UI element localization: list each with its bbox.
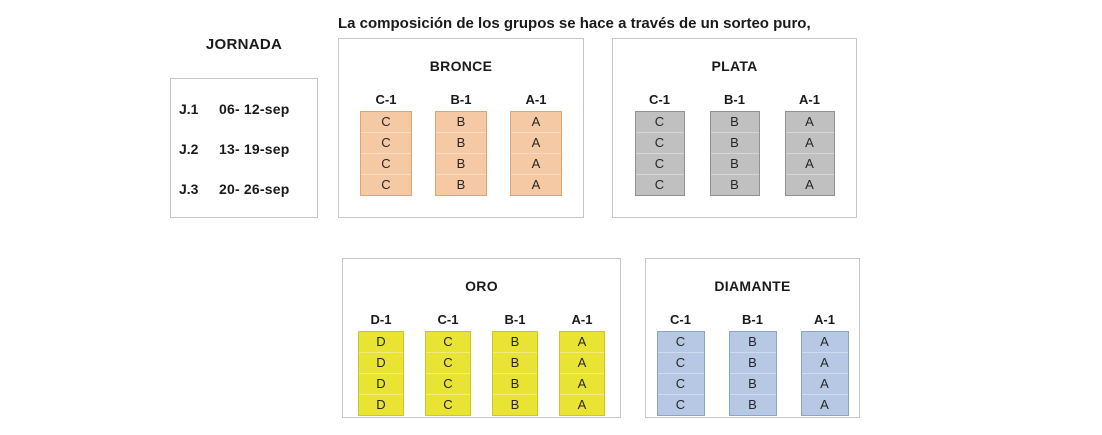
jornada-row: [171, 99, 317, 119]
group-title: BRONCE: [429, 58, 493, 74]
group-column: [510, 92, 562, 196]
group-box: [645, 258, 860, 418]
jornada-row: [171, 139, 317, 159]
team-cell: B: [493, 352, 537, 373]
column-header: A-1: [571, 312, 593, 327]
column-cells: [635, 111, 685, 196]
team-cell: B: [456, 114, 466, 129]
column-cells: [360, 111, 412, 196]
team-cell: D: [376, 334, 386, 349]
team-cell: D: [359, 373, 403, 394]
team-cell: C: [636, 153, 684, 174]
column-cells: [425, 331, 471, 416]
column-header: C-1: [649, 92, 670, 107]
group-columns: [657, 312, 849, 416]
team-cell: B: [436, 174, 486, 195]
team-cell: B: [436, 132, 486, 153]
group-column: [358, 312, 404, 416]
jornada-row-dates: 13- 19-sep: [219, 141, 290, 157]
group-columns: [360, 92, 562, 196]
column-cells: [492, 331, 538, 416]
team-cell: A: [802, 352, 848, 373]
team-cell: B: [711, 153, 759, 174]
team-cell: B: [730, 394, 776, 415]
column-header: B-1: [742, 312, 763, 327]
team-cell: A: [531, 114, 541, 129]
column-header: C-1: [670, 312, 691, 327]
jornada-row-dates: 06- 12-sep: [219, 101, 290, 117]
team-cell: B: [748, 334, 757, 349]
column-cells: [510, 111, 562, 196]
column-header: B-1: [450, 92, 472, 107]
team-cell: A: [511, 174, 561, 195]
team-cell: C: [361, 153, 411, 174]
team-cell: C: [636, 132, 684, 153]
jornada-table: [170, 78, 318, 218]
column-header: C-1: [375, 92, 397, 107]
column-cells: [729, 331, 777, 416]
column-header: A-1: [799, 92, 820, 107]
team-cell: C: [654, 114, 665, 129]
team-cell: A: [802, 373, 848, 394]
jornada-row: [171, 179, 317, 199]
team-cell: A: [802, 394, 848, 415]
team-cell: C: [443, 334, 453, 349]
column-header: A-1: [525, 92, 547, 107]
column-header: B-1: [504, 312, 526, 327]
team-cell: A: [511, 132, 561, 153]
group-column: [729, 312, 777, 416]
team-cell: C: [381, 114, 391, 129]
group-column: [360, 92, 412, 196]
team-cell: B: [711, 132, 759, 153]
group-column: [492, 312, 538, 416]
group-column: [710, 92, 760, 196]
team-cell: D: [359, 352, 403, 373]
jornada-row-label: J.1: [179, 101, 199, 117]
column-cells: [710, 111, 760, 196]
group-column: [801, 312, 849, 416]
team-cell: B: [436, 153, 486, 174]
team-cell: B: [730, 114, 739, 129]
team-cell: B: [730, 352, 776, 373]
team-cell: C: [658, 352, 704, 373]
team-cell: C: [361, 174, 411, 195]
team-cell: A: [820, 334, 829, 349]
group-box: [612, 38, 857, 218]
group-column: [657, 312, 705, 416]
column-header: A-1: [814, 312, 835, 327]
team-cell: A: [511, 153, 561, 174]
column-header: D-1: [370, 312, 392, 327]
team-cell: A: [786, 174, 834, 195]
column-header: C-1: [437, 312, 459, 327]
group-column: [785, 92, 835, 196]
team-cell: B: [493, 373, 537, 394]
team-cell: C: [426, 352, 470, 373]
group-columns: [358, 312, 605, 416]
team-cell: C: [426, 373, 470, 394]
team-cell: D: [359, 394, 403, 415]
jornada-row-label: J.3: [179, 181, 199, 197]
group-column: [559, 312, 605, 416]
group-title: ORO: [465, 278, 498, 294]
column-cells: [435, 111, 487, 196]
column-header: B-1: [724, 92, 745, 107]
team-cell: A: [560, 394, 604, 415]
column-cells: [358, 331, 404, 416]
team-cell: B: [711, 174, 759, 195]
team-cell: C: [658, 394, 704, 415]
column-cells: [657, 331, 705, 416]
jornada-row-label: J.2: [179, 141, 199, 157]
column-cells: [559, 331, 605, 416]
team-cell: A: [560, 373, 604, 394]
column-cells: [785, 111, 835, 196]
group-title: DIAMANTE: [714, 278, 791, 294]
team-cell: C: [426, 394, 470, 415]
team-cell: A: [786, 153, 834, 174]
jornada-header: JORNADA: [205, 36, 283, 53]
group-columns: [635, 92, 835, 196]
team-cell: C: [675, 334, 686, 349]
group-title: PLATA: [711, 58, 758, 74]
jornada-row-dates: 20- 26-sep: [219, 181, 290, 197]
team-cell: A: [560, 352, 604, 373]
team-cell: B: [510, 334, 520, 349]
team-cell: A: [805, 114, 814, 129]
team-cell: B: [493, 394, 537, 415]
team-cell: C: [636, 174, 684, 195]
page-title: La composición de los grupos se hace a través de un sorteo puro,: [338, 15, 811, 32]
group-column: [635, 92, 685, 196]
team-cell: A: [577, 334, 587, 349]
team-cell: C: [658, 373, 704, 394]
group-column: [435, 92, 487, 196]
group-box: [342, 258, 621, 418]
group-box: [338, 38, 584, 218]
column-cells: [801, 331, 849, 416]
team-cell: C: [361, 132, 411, 153]
group-column: [425, 312, 471, 416]
team-cell: A: [786, 132, 834, 153]
team-cell: B: [730, 373, 776, 394]
